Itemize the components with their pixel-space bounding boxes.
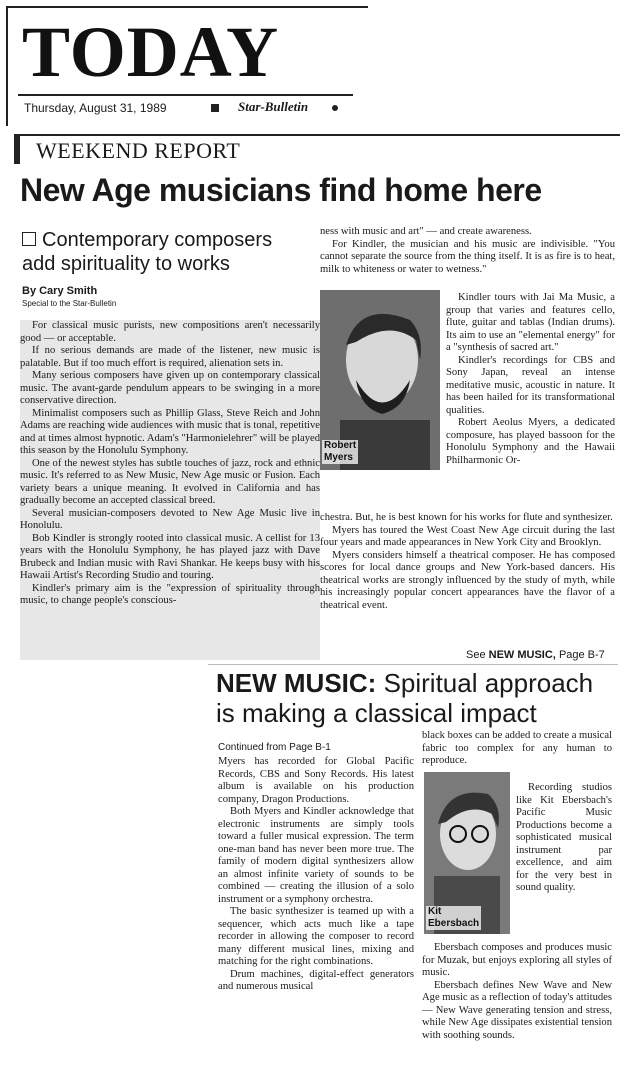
caption-line-2: Myers [324, 452, 353, 463]
masthead-rule [18, 94, 353, 96]
article2-column-2-side [516, 782, 612, 895]
paragraph: Robert Aeolus Myers, a dedicated composure, has played bassoon for the Honolulu Symphony and the Hawaii Philharmonic Or- [446, 417, 615, 466]
photo-caption [322, 440, 358, 464]
paragraph: Kindler tours with Jai Ma Music, a group that varies and features cello, flute, guitar and tablas (Indian drums). Its aim to use an "elemental energy" for a "synthesis of sacred art." [446, 292, 615, 353]
article2-column-1 [218, 756, 414, 994]
paragraph: For classical music purists, new compositions aren't necessarily good — or acceptable. [20, 320, 320, 344]
paragraph: Drum machines, digital-effect generators and numerous musical [218, 968, 414, 992]
checkbox-square-icon [22, 232, 36, 246]
jump-bold: NEW MUSIC, [488, 649, 556, 661]
paragraph: If no serious demands are made of the listener, new music is palatable. But if too much effort is required, alienation sets in. [20, 345, 320, 369]
paragraph: Myers has recorded for Global Pacific Records, CBS and Sony Records. His latest album is available on his production company, Dragon Productions. [218, 756, 414, 805]
article2-column-2-bottom [422, 942, 612, 1042]
paragraph: Bob Kindler is strongly rooted into classical music. A cellist for 13 years with the Honolulu Symphony, he has played jazz with Dave Brubeck and Indian music with Ravi Shankar. He keeps busy with his Hawaii Artist's Recording Studio and touring. [20, 532, 320, 581]
headline-bold: NEW MUSIC: [216, 668, 377, 698]
paragraph: Myers has toured the West Coast New Age circuit during the last four years and made appearances in New York City and Brooklyn. [320, 524, 615, 548]
paragraph: Myers considers himself a theatrical composer. He has composed scores for local dance groups and New York-based dancers. His theatrical works are strongly influenced by the study of myth, while his increasingly popular concert appearances have the flavor of a theatrical event. [320, 549, 615, 611]
paragraph: Kindler's recordings for CBS and Sony Japan, reveal an intense meditative music, acoustic in nature. It has been hailed for its transformational qualities. [446, 354, 615, 416]
paragraph: chestra. But, he is best known for his works for flute and synthesizer. [320, 512, 613, 523]
jump-line [466, 649, 605, 661]
article1-headline: New Age musicians find home here [20, 172, 542, 208]
paragraph: For Kindler, the musician and his music are indivisible. "You cannot separate the source from the thing itself. It is as fire is to heat, milk to whiteness or water to wetness." [320, 238, 615, 275]
article1-column-1 [20, 320, 320, 660]
paragraph: Ebersbach defines New Wave and New Age music as a reflection of today's attitudes — New Wave generating tension and stress, while New Age dissipates existential tension with soothing sounds. [422, 979, 612, 1041]
byline: By Cary Smith [22, 285, 98, 297]
round-bullet-icon [332, 105, 338, 111]
article1-column-2-side [446, 292, 615, 467]
robert-myers-photo [320, 290, 440, 470]
article1-column-2-top [320, 226, 615, 276]
article1-deck [22, 228, 322, 276]
paragraph: Recording studios like Kit Ebersbach's Pacific Music Productions become a sophisticated musical instrument par excellence, and aim for the very best in sound quality. [516, 782, 612, 893]
deck-line-1: Contemporary composers [42, 229, 273, 251]
paragraph: Many serious composers have given up on contemporary classical music. The avant-garde pendulum appears to be swinging in a more conservative direction. [20, 370, 320, 406]
paragraph: black boxes can be added to create a musical fabric too complex for any human to reproduce. [422, 730, 613, 766]
masthead-date: Thursday, August 31, 1989 [24, 101, 167, 115]
paragraph: The basic synthesizer is teamed up with a sequencer, which acts much like a tape recorder in allowing the composer to record many different musical lines, mixing and matching for the right combinations. [218, 906, 414, 967]
paragraph: Both Myers and Kindler acknowledge that electronic instruments are simply tools toward a fuller musical expression. The term one-man band has never been more true. The family of modern digital synthesizers allow an almost infinite variety of sounds to be combined — creating the illusion of a solo instrument or a symphony orchestra. [218, 806, 414, 905]
caption-line-2: Ebersbach [428, 918, 480, 929]
photo-caption [426, 906, 481, 930]
kit-ebersbach-photo [424, 772, 510, 934]
jump-see: See [466, 649, 486, 661]
article2-headline [216, 668, 616, 728]
paragraph: Several musician-composers devoted to New Age Music live in Honolulu. [20, 507, 320, 531]
byline-sub: Special to the Star-Bulletin [22, 299, 117, 308]
paragraph: Ebersbach composes and produces music for Muzak, but enjoys exploring all styles of music. [422, 942, 612, 978]
headline-rest: Spiritual approach [383, 668, 594, 698]
paragraph: Minimalist composers such as Phillip Glass, Steve Reich and John Adams are reaching wide audiences with music that is tonal, repetitive and at times almost hypnotic. Adam's "Harmonielehrer" will be played this season by the Honolulu Symphony. [20, 407, 320, 456]
masthead-title: TODAY [22, 12, 280, 92]
paragraph: Kindler's primary aim is the "expression of spirituality through music, to change people's conscious- [20, 582, 320, 606]
article1-column-2-bottom [320, 512, 615, 612]
section-label: WEEKEND REPORT [36, 138, 241, 163]
paragraph: One of the newest styles has subtle touches of jazz, rock and ethnic music. It's referred to as New Music, New Age music or Fusion. Each variety bears a unique meaning. It evolved in California and has gradually become an accepted classical breed. [20, 457, 320, 506]
headline-line-2: is making a classical impact [216, 698, 537, 728]
masthead-paper: Star-Bulletin [238, 99, 309, 114]
paragraph: ness with music and art" — and create awareness. [320, 226, 532, 237]
section-bar [14, 134, 620, 164]
jump-page: Page B-7 [558, 649, 605, 661]
article2-rule [208, 664, 618, 665]
article2-column-2-top [422, 730, 612, 768]
caption-line-1: Kit [428, 906, 442, 917]
continued-line: Continued from Page B-1 [218, 742, 331, 753]
masthead [6, 6, 368, 126]
square-bullet-icon [211, 104, 219, 112]
deck-line-2: add spirituality to works [22, 253, 230, 275]
caption-line-1: Robert [324, 440, 357, 451]
